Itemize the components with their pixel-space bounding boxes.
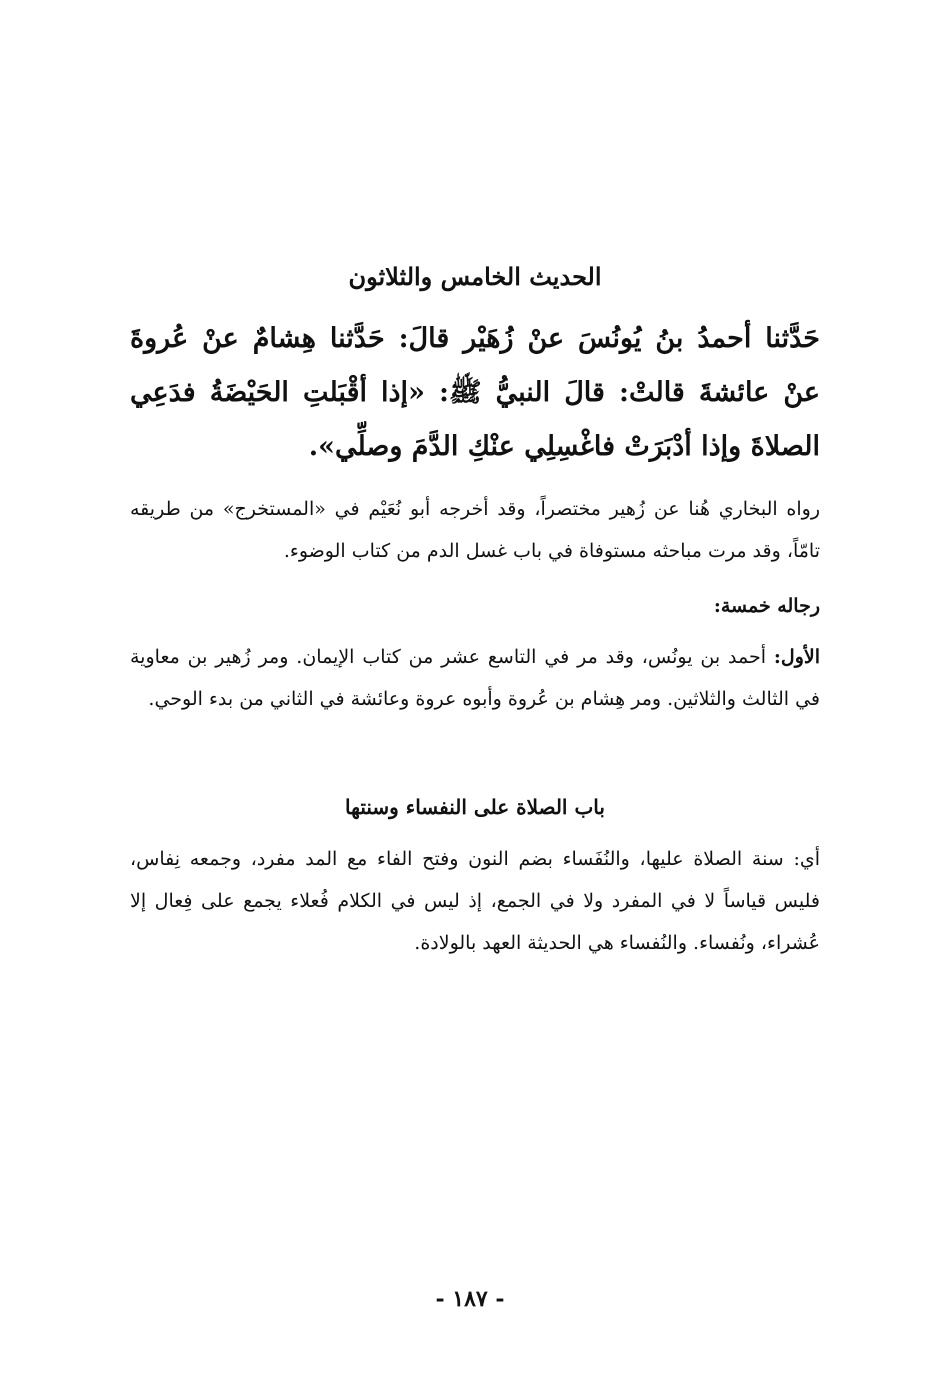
narrators-paragraph — [130, 636, 820, 720]
narrators-heading: رجاله خمسة: — [713, 595, 820, 617]
chapter-heading: باب الصلاة على النفساء وسنتها — [345, 795, 605, 819]
narrators-body: أحمد بن يونُس، وقد مر في التاسع عشر من كتاب الإيمان. ومر زُهير بن معاوية في الثالث والثلاثين. ومر هِشام بن عُروة وأبوه عروة وعائشة في الثاني من بدء الوحي. — [130, 646, 820, 710]
page-number: - ١٨٧ - — [435, 1286, 505, 1312]
commentary-paragraph: رواه البخاري هُنا عن زُهير مختصراً، وقد أخرجه أبو نُعَيْم في «المستخرج» من طريقه تامّاً، وقد مرت مباحثه مستوفاة في باب غسل الدم من كتاب الوضوء. — [130, 498, 820, 562]
hadith-heading: الحديث الخامس والثلاثون — [348, 262, 602, 291]
hadith-text: حَدَّثنا أحمدُ بنُ يُونُسَ عنْ زُهَيْر قالَ: حَدَّثنا هِشامٌ عنْ عُروةَ عنْ عائشةَ قالتْ: قالَ النبيُّ ﷺ: «إذا أقْبَلتِ الحَيْضَةُ فدَعِي الصلاةَ وإذا أدْبَرَتْ فاغْسِلِي عنْكِ الدَّمَ وصلِّي». — [130, 323, 820, 462]
narrators-lead-label: الأول: — [773, 646, 820, 668]
chapter-paragraph: أي: سنة الصلاة عليها، والنُفَساء بضم النون وفتح الفاء مع المد مفرد، وجمعه نِفاس، فليس قياساً لا في المفرد ولا في الجمع، إذ ليس في الكلام فُعلاء يجمع على فِعال إلا عُشراء، ونُفساء. والنُفساء هي الحديثة العهد بالولادة. — [130, 848, 820, 954]
